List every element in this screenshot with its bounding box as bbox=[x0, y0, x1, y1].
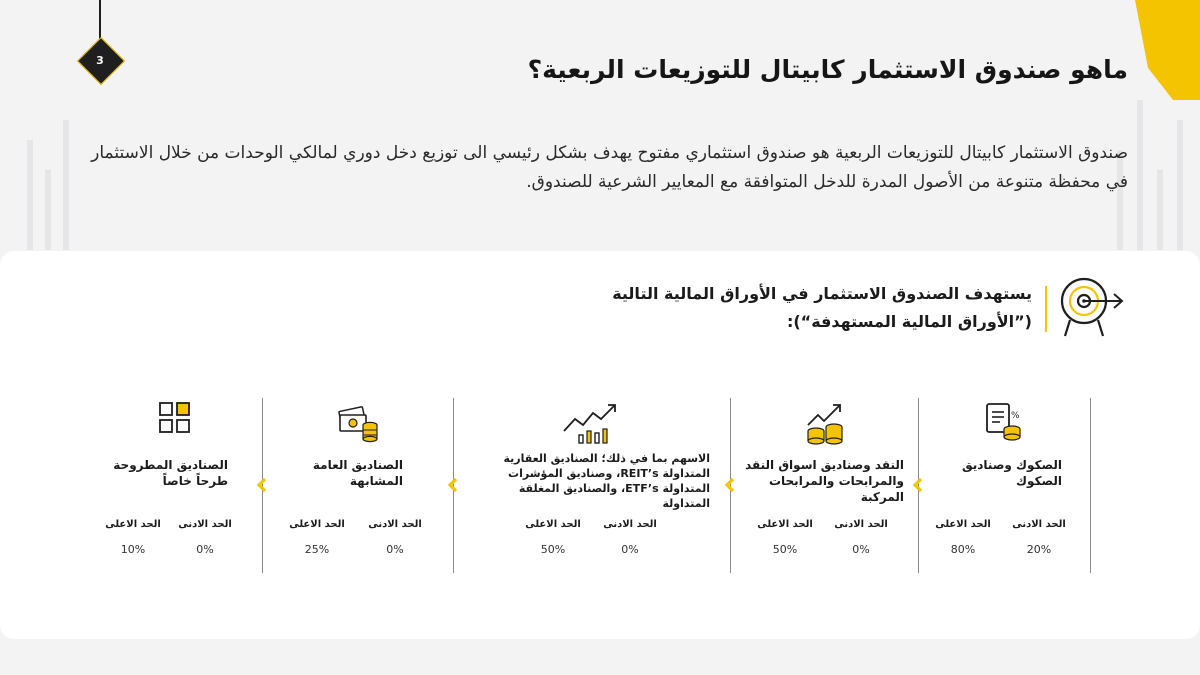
max-label: الحد الاعلى bbox=[525, 519, 581, 530]
max-label: الحد الاعلى bbox=[757, 519, 813, 530]
category-title: الصناديق العامة المشابهة bbox=[312, 458, 403, 488]
max-label: الحد الاعلى bbox=[289, 519, 345, 530]
target-icon bbox=[1056, 276, 1128, 340]
min-label: الحد الادنى bbox=[603, 519, 657, 530]
max-value: 50% bbox=[540, 543, 566, 556]
document-coins-icon bbox=[982, 401, 1026, 445]
category-equities bbox=[455, 395, 730, 570]
min-value: 20% bbox=[1026, 543, 1052, 556]
max-value: 50% bbox=[772, 543, 798, 556]
max-value: 10% bbox=[120, 543, 146, 556]
min-value: 0% bbox=[621, 543, 639, 556]
svg-text:%: % bbox=[1011, 411, 1020, 421]
min-label: الحد الادنى bbox=[834, 519, 888, 530]
min-label: الحد الادنى bbox=[368, 519, 422, 530]
intro-paragraph: صندوق الاستثمار كابيتال للتوزيعات الربعية هو صندوق استثماري مفتوح يهدف بشكل رئيسي الى توزيع دخل دوري لمالكي الوحدات من خلال الاستثمار في محفظة متنوعة من الأصول المدرة للدخل المتوافقة مع المعايير الشرعية للصندوق. bbox=[91, 143, 1128, 192]
heading-accent-bar bbox=[1045, 286, 1047, 332]
category-title: الصناديق المطروحة طرحاً خاصاً bbox=[113, 458, 228, 488]
growth-coins-icon bbox=[802, 401, 848, 447]
min-value: 0% bbox=[386, 543, 404, 556]
min-label: الحد الادنى bbox=[1012, 519, 1066, 530]
category-private-funds bbox=[90, 395, 262, 570]
min-label: الحد الادنى bbox=[178, 519, 232, 530]
page-number: 3 bbox=[96, 53, 104, 67]
targets-heading-line1: يستهدف الصندوق الاستثمار في الأوراق المالية التالية bbox=[612, 284, 1032, 303]
max-label: الحد الاعلى bbox=[105, 519, 161, 530]
trend-chart-icon bbox=[561, 401, 619, 447]
category-public-funds bbox=[264, 395, 453, 570]
category-sukuk bbox=[920, 395, 1090, 570]
max-label: الحد الاعلى bbox=[935, 519, 991, 530]
category-title: الصكوك وصناديق الصكوك bbox=[961, 458, 1062, 488]
column-divider bbox=[1090, 398, 1091, 573]
max-value: 80% bbox=[950, 543, 976, 556]
page-title: ماهو صندوق الاستثمار كابيتال للتوزيعات الربعية؟ bbox=[527, 55, 1128, 84]
min-value: 0% bbox=[852, 543, 870, 556]
grid-icon bbox=[158, 401, 192, 435]
targets-heading-line2: (”الأوراق المالية المستهدفة“): bbox=[786, 312, 1032, 331]
min-value: 0% bbox=[196, 543, 214, 556]
max-value: 25% bbox=[304, 543, 330, 556]
targets-heading bbox=[412, 280, 1032, 336]
cash-coins-icon bbox=[336, 401, 382, 445]
category-title: النقد وصناديق اسواق النقد والمرابحات والمرابحات المركبة bbox=[745, 458, 904, 504]
category-cash bbox=[732, 395, 918, 570]
category-title: الاسهم بما في ذلك؛ الصناديق العقارية المتداولة REIT’s، وصناديق المؤشرات المتداولة ETF’s، والصناديق المغلقة المتداولة bbox=[503, 452, 710, 510]
